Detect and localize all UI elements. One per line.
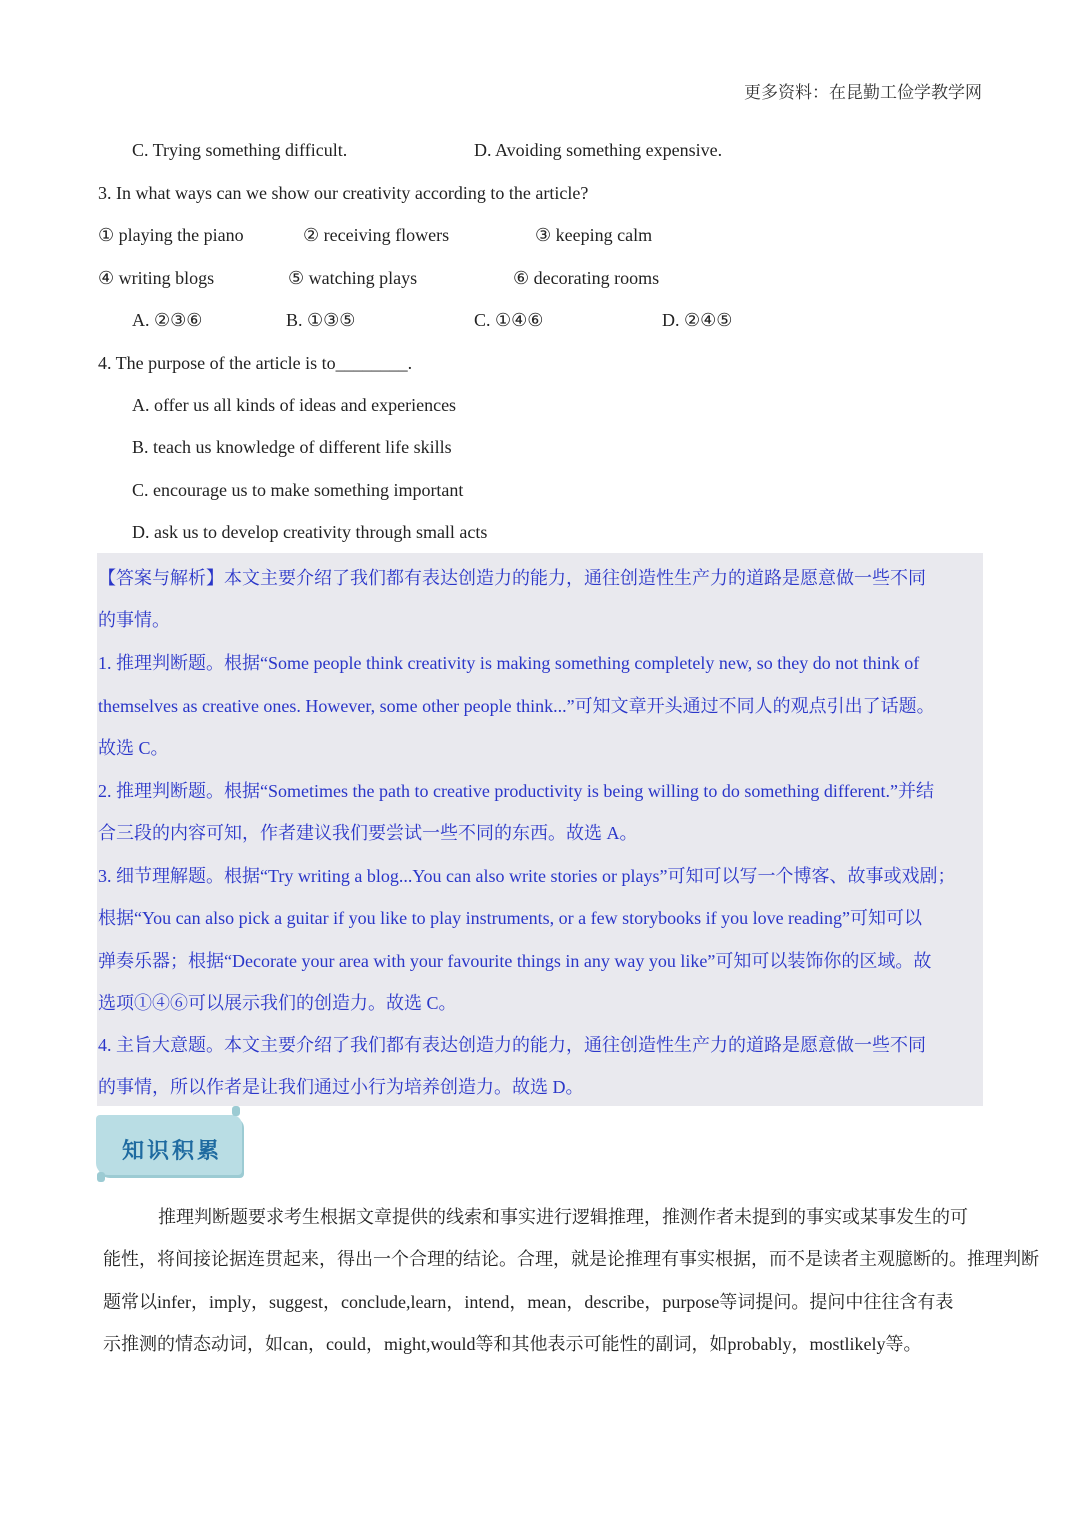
q2-option-d: D. Avoiding something expensive. xyxy=(474,140,723,160)
q3-item: ④ writing blogs xyxy=(98,268,215,288)
analysis-line: 【答案与解析】本文主要介绍了我们都有表达创造力的能力，通往创造性生产力的道路是愿意做一些不同 xyxy=(98,568,926,588)
q3-item: ⑥ decorating rooms xyxy=(513,268,660,288)
knowledge-line: 示推测的情态动词，如can，could，might,would等和其他表示可能性的副词，如probably，mostlikely等。 xyxy=(103,1334,922,1354)
q3-item: ② receiving flowers xyxy=(303,225,450,245)
q4-stem: 4. The purpose of the article is to________. xyxy=(98,353,413,373)
analysis-line: 根据“You can also pick a guitar if you like to play instruments, or a few storybooks if you love reading”可知可以 xyxy=(98,908,923,928)
q4-choice-a: A. offer us all kinds of ideas and experiences xyxy=(132,395,457,415)
q3-choice-d: D. ②④⑤ xyxy=(662,310,733,330)
q3-choice-c: C. ①④⑥ xyxy=(474,310,544,330)
analysis-line: 故选 C。 xyxy=(98,738,169,758)
analysis-line: 3. 细节理解题。根据“Try writing a blog...You can also write stories or plays”可知可以写一个博客、故事或戏剧； xyxy=(98,866,956,886)
analysis-line: 合三段的内容可知，作者建议我们要尝试一些不同的东西。故选 A。 xyxy=(98,823,638,843)
q2-option-c: C. Trying something difficult. xyxy=(132,140,348,160)
site-header: 更多资料：在昆勤工俭学教学网 xyxy=(744,83,982,102)
q4-choice-c: C. encourage us to make something important xyxy=(132,480,464,500)
q3-choice-b: B. ①③⑤ xyxy=(286,310,356,330)
q3-item: ③ keeping calm xyxy=(535,225,653,245)
badge-pin-decoration xyxy=(97,1172,105,1182)
badge-pin-decoration xyxy=(232,1106,240,1116)
knowledge-line: 能性，将间接论据连贯起来，得出一个合理的结论。合理，就是论推理有事实根据，而不是读者主观臆断的。推理判断 xyxy=(103,1249,1039,1269)
knowledge-line: 题常以infer，imply，suggest，conclude,learn，intend，mean，describe，purpose等词提问。提问中往往含有表 xyxy=(103,1292,954,1312)
q3-choice-a: A. ②③⑥ xyxy=(132,310,203,330)
analysis-line: 的事情。 xyxy=(98,610,170,630)
analysis-line: themselves as creative ones. However, some other people think...”可知文章开头通过不同人的观点引出了话题。 xyxy=(98,696,935,716)
knowledge-line: 推理判断题要求考生根据文章提供的线索和事实进行逻辑推理，推测作者未提到的事实或某事发生的可 xyxy=(158,1207,968,1227)
analysis-line: 选项①④⑥可以展示我们的创造力。故选 C。 xyxy=(98,993,457,1013)
q4-choice-d: D. ask us to develop creativity through small acts xyxy=(132,522,488,542)
q4-choice-b: B. teach us knowledge of different life skills xyxy=(132,437,452,457)
analysis-line: 2. 推理判断题。根据“Sometimes the path to creative productivity is being willing to do something different.”并结 xyxy=(98,781,935,801)
knowledge-badge-title: 知识积累 xyxy=(122,1138,223,1164)
analysis-line: 的事情，所以作者是让我们通过小行为培养创造力。故选 D。 xyxy=(98,1077,584,1097)
analysis-line: 1. 推理判断题。根据“Some people think creativity is making something completely new, so they do not think of xyxy=(98,653,920,673)
analysis-line: 4. 主旨大意题。本文主要介绍了我们都有表达创造力的能力，通往创造性生产力的道路是愿意做一些不同 xyxy=(98,1035,926,1055)
q3-item: ① playing the piano xyxy=(98,225,244,245)
q3-stem: 3. In what ways can we show our creativity according to the article? xyxy=(98,183,589,203)
analysis-line: 弹奏乐器；根据“Decorate your area with your favourite things in any way you like”可知可以装饰你的区域。故 xyxy=(98,951,932,971)
q3-item: ⑤ watching plays xyxy=(288,268,418,288)
